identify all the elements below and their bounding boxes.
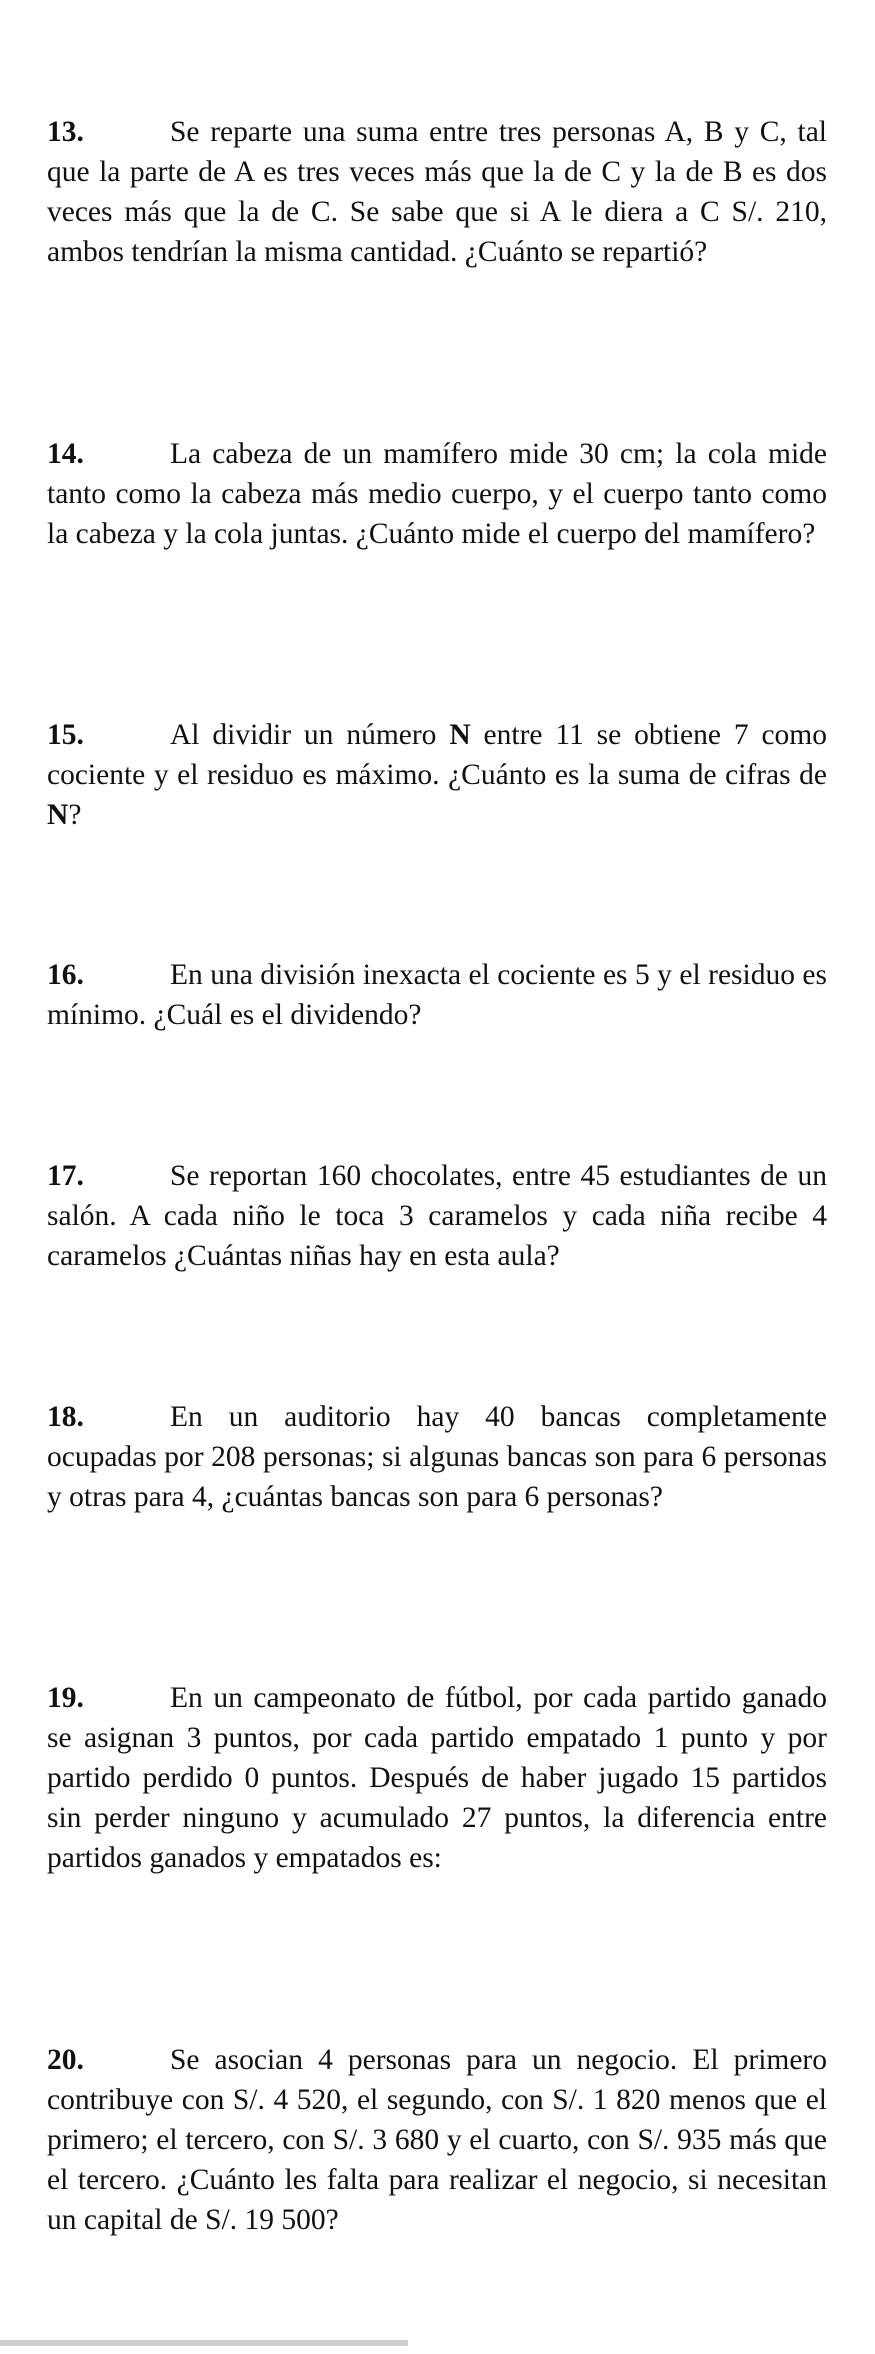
problem-text: Se reparte una suma entre tres personas A, B y C, tal que la parte de A es tres veces más que la de C y la de B es dos veces más que la de C. Se sabe que si A le diera a C S/. 210, ambos tendrían la misma cantidad. ¿Cuánto se repartió? [47,116,827,268]
problem-number: 20. [47,2044,84,2076]
problem-number: 18. [47,1401,84,1433]
problem-number: 15. [47,719,84,751]
problem-number: 13. [47,116,84,148]
variable-n: N [449,719,471,751]
problem-number: 19. [47,1682,84,1714]
problem-14 [47,434,827,554]
problem-text-part: entre 11 se obtiene 7 como cociente y el residuo es máximo. ¿Cuánto es la suma de cifras de [47,719,828,791]
scrollbar[interactable] [0,2340,408,2346]
problem-text: Se reportan 160 chocolates, entre 45 estudiantes de un salón. A cada niño le toca 3 caramelos y cada niña recibe 4 caramelos ¿Cuántas niñas hay en esta aula? [47,1160,827,1272]
problem-text: En un auditorio hay 40 bancas completamente ocupadas por 208 personas; si algunas bancas son para 6 personas y otras para 4, ¿cuántas bancas son para 6 personas? [47,1401,827,1513]
problem-18 [47,1397,827,1517]
problem-19 [47,1678,827,1878]
problem-text: En una división inexacta el cociente es 5 y el residuo es mínimo. ¿Cuál es el dividendo? [47,959,827,1031]
problem-number: 17. [47,1160,84,1192]
problem-number: 14. [47,438,84,470]
problem-20 [47,2040,827,2240]
problem-number: 16. [47,959,84,991]
problem-text-part: ? [68,799,82,831]
problem-15 [47,715,827,835]
problem-17 [47,1156,827,1276]
problem-text: Se asocian 4 personas para un negocio. El primero contribuye con S/. 4 520, el segundo, con S/. 1 820 menos que el primero; el tercero, con S/. 3 680 y el cuarto, con S/. 935 más que el tercero. ¿Cuánto les falta para realizar el negocio, si necesitan un capital de S/. 19 500? [47,2044,827,2236]
problem-text: En un campeonato de fútbol, por cada partido ganado se asignan 3 puntos, por cada partido empatado 1 punto y por partido perdido 0 puntos. Después de haber jugado 15 partidos sin perder ninguno y acumulado 27 puntos, la diferencia entre partidos ganados y empatados es: [47,1682,827,1874]
problem-16 [47,955,827,1035]
problem-text: La cabeza de un mamífero mide 30 cm; la cola mide tanto como la cabeza más medio cuerpo, y el cuerpo tanto como la cabeza y la cola juntas. ¿Cuánto mide el cuerpo del mamífero? [47,438,827,550]
problem-text-part: Al dividir un número [170,719,450,751]
problem-13 [47,112,827,272]
variable-n: N [47,799,69,831]
